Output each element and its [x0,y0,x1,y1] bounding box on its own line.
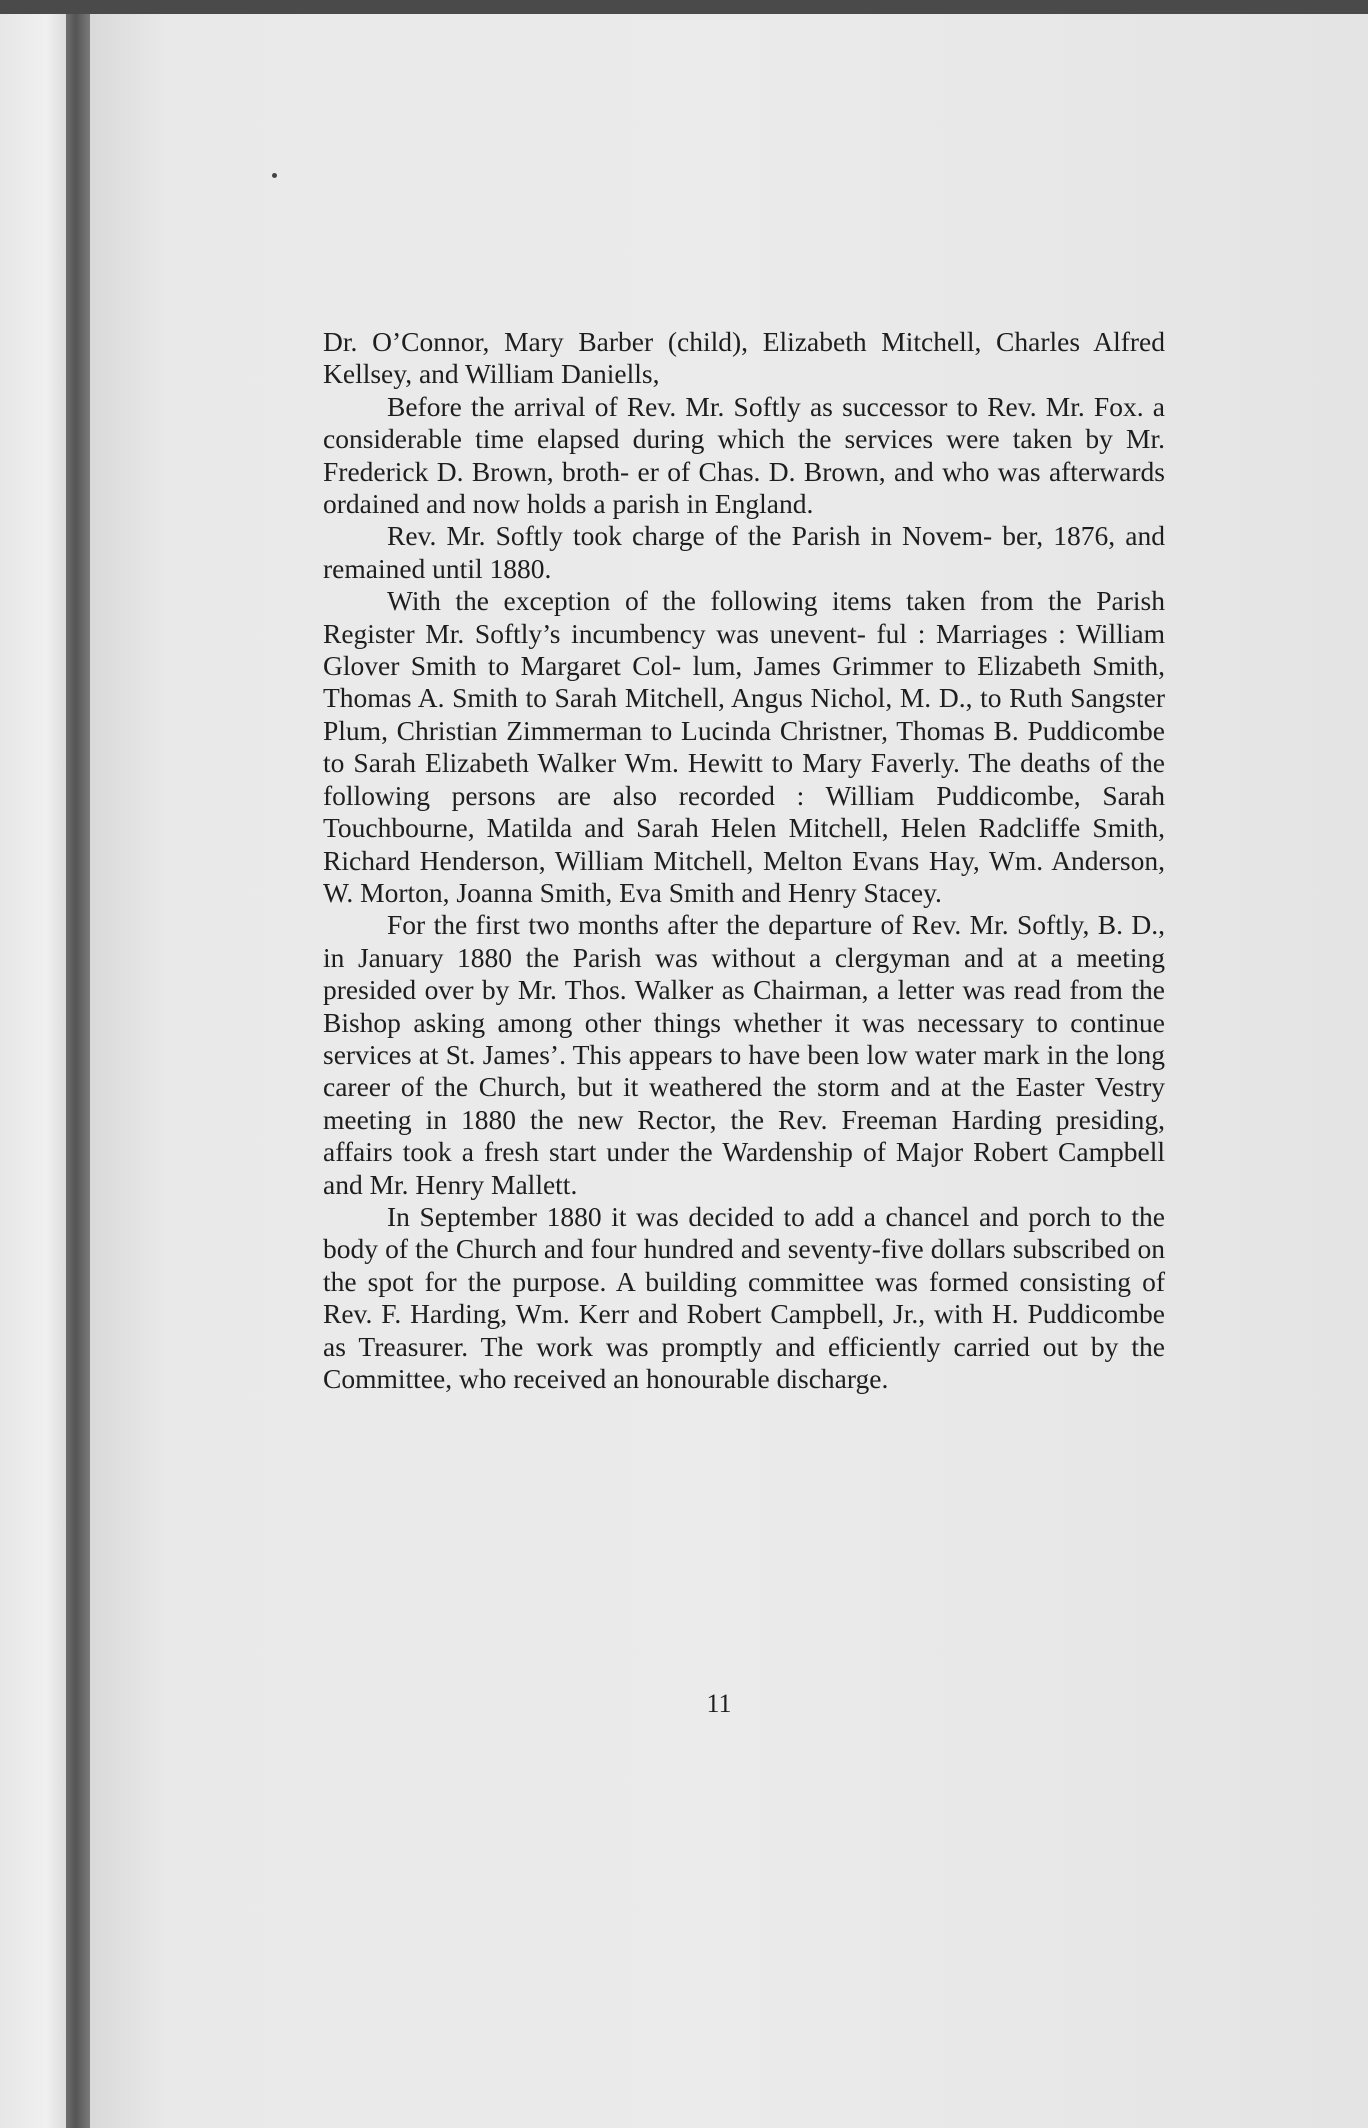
book-page [90,14,1368,2128]
page-number: 11 [706,1689,732,1718]
paragraph: With the exception of the following items taken from the Parish Register Mr. Softly’s incumbency was unevent- ful : Marriages : William Glover Smith to Margaret Col- lum, James Grimmer to Elizabeth Smith, Thomas A. Smith to Sarah Mitchell, Angus Nichol, M. D., to Ruth Sangster Plum, Christian Zimmerman to Lucinda Christner, Thomas B. Puddicombe to Sarah Elizabeth Walker Wm. Hewitt to Mary Faverly. The deaths of the following persons are also recorded : William Puddicombe, Sarah Touchbourne, Matilda and Sarah Helen Mitchell, Helen Radcliffe Smith, Richard Henderson, William Mitchell, Melton Evans Hay, Wm. Anderson, W. Morton, Joanna Smith, Eva Smith and Henry Stacey. [323,585,1165,908]
paragraph: In September 1880 it was decided to add a chancel and porch to the body of the Church and four hundred and seventy-five dollars subscribed on the spot for the purpose. A building committee was formed consisting of Rev. F. Harding, Wm. Kerr and Robert Campbell, Jr., with H. Puddicombe as Treasurer. The work was promptly and efficiently carried out by the Committee, who received an honourable discharge. [323,1200,1165,1394]
body-text [323,326,1165,1395]
book-spine-shadow [66,14,90,2128]
paragraph: Rev. Mr. Softly took charge of the Parish in Novem- ber, 1876, and remained until 1880. [323,520,1165,584]
paragraph: Before the arrival of Rev. Mr. Softly as successor to Rev. Mr. Fox. a considerable time elapsed during which the services were taken by Mr. Frederick D. Brown, broth- er of Chas. D. Brown, and who was afterwards ordained and now holds a parish in England. [323,390,1165,520]
paragraph: Dr. O’Connor, Mary Barber (child), Elizabeth Mitchell, Charles Alfred Kellsey, and William Daniells, [323,326,1165,390]
paragraph: For the first two months after the departure of Rev. Mr. Softly, B. D., in January 1880 the Parish was without a clergyman and at a meeting presided over by Mr. Thos. Walker as Chairman, a letter was read from the Bishop asking among other things whether it was necessary to continue services at St. James’. This appears to have been low water mark in the long career of the Church, but it weathered the storm and at the Easter Vestry meeting in 1880 the new Rector, the Rev. Freeman Harding presiding, affairs took a fresh start under the Wardenship of Major Robert Campbell and Mr. Henry Mallett. [323,909,1165,1200]
page-number-row [90,1689,1368,1719]
ink-speck [272,173,277,178]
scan-top-edge [0,0,1368,14]
scan-left-margin [0,14,66,2128]
